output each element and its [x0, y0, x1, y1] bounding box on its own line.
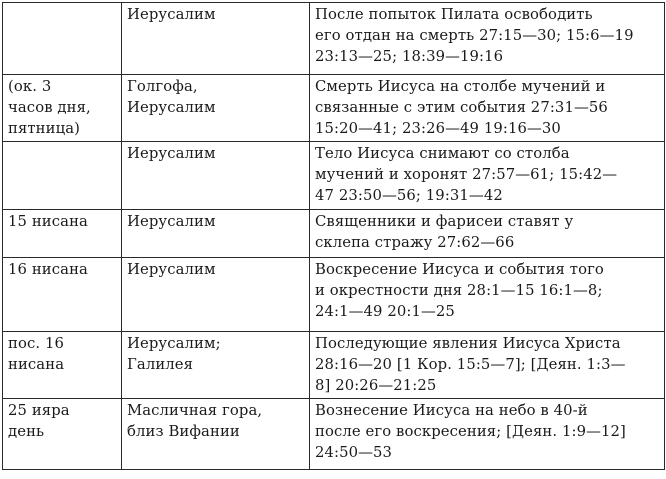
event-cell [310, 210, 665, 258]
event-line: 24:50—53 [315, 444, 393, 461]
place-line: Иерусалим [127, 261, 216, 278]
event-line: Смерть Иисуса на столбе мучений и [315, 78, 606, 95]
event-line: после его воскресения; [Деян. 1:9—12] [315, 423, 626, 440]
event-line: Тело Иисуса снимают со столба [315, 145, 570, 162]
date-line: часов дня, [8, 99, 91, 116]
date-cell [3, 75, 122, 142]
date-cell [3, 399, 122, 470]
event-cell [310, 3, 665, 75]
event-line: Воскресение Иисуса и события того [315, 261, 604, 278]
date-cell [3, 210, 122, 258]
event-line: 15:20—41; 23:26—49 19:16—30 [315, 120, 561, 137]
table-row [3, 75, 665, 142]
place-cell [122, 399, 310, 470]
event-cell [310, 75, 665, 142]
event-line: его отдан на смерть 27:15—30; 15:6—19 [315, 27, 634, 44]
place-line: Иерусалим [127, 6, 216, 23]
place-cell [122, 75, 310, 142]
date-line: пятница) [8, 120, 81, 137]
event-line: 28:16—20 [1 Кор. 15:5—7]; [Деян. 1:3— [315, 356, 626, 373]
place-line: Иерусалим [127, 99, 216, 116]
date-cell [3, 3, 122, 75]
table-row [3, 3, 665, 75]
date-line: пос. 16 [8, 335, 64, 352]
event-line: После попыток Пилата освободить [315, 6, 593, 23]
place-line: Голгофа, [127, 78, 198, 95]
place-line: Масличная гора, [127, 402, 263, 419]
event-line: 47 23:50—56; 19:31—42 [315, 187, 503, 204]
place-line: близ Вифании [127, 423, 240, 440]
date-cell [3, 258, 122, 332]
event-line: 24:1—49 20:1—25 [315, 303, 455, 320]
place-line: Иерусалим [127, 213, 216, 230]
place-cell [122, 332, 310, 399]
event-line: Последующие явления Иисуса Христа [315, 335, 621, 352]
event-line: склепа стражу 27:62—66 [315, 234, 515, 251]
place-cell [122, 210, 310, 258]
place-cell [122, 258, 310, 332]
events-table [2, 2, 665, 470]
date-cell [3, 142, 122, 210]
event-line: 8] 20:26—21:25 [315, 377, 437, 394]
event-cell [310, 399, 665, 470]
place-line: Галилея [127, 356, 194, 373]
date-line: 15 нисана [8, 213, 88, 230]
place-line: Иерусалим; [127, 335, 221, 352]
date-line: нисана [8, 356, 65, 373]
place-cell [122, 142, 310, 210]
event-cell [310, 258, 665, 332]
event-line: Вознесение Иисуса на небо в 40-й [315, 402, 588, 419]
event-line: и окрестности дня 28:1—15 16:1—8; [315, 282, 603, 299]
event-line: мучений и хоронят 27:57—61; 15:42— [315, 166, 618, 183]
table-row [3, 258, 665, 332]
table-row [3, 399, 665, 470]
event-line: 23:13—25; 18:39—19:16 [315, 48, 504, 65]
table-row [3, 142, 665, 210]
date-cell [3, 332, 122, 399]
date-line: (ок. 3 [8, 78, 52, 95]
event-cell [310, 332, 665, 399]
event-line: Священники и фарисеи ставят у [315, 213, 574, 230]
event-cell [310, 142, 665, 210]
date-line: 16 нисана [8, 261, 88, 278]
date-line: день [8, 423, 45, 440]
place-cell [122, 3, 310, 75]
place-line: Иерусалим [127, 145, 216, 162]
table-row [3, 210, 665, 258]
table-row [3, 332, 665, 399]
date-line: 25 ияра [8, 402, 70, 419]
event-line: связанные с этим события 27:31—56 [315, 99, 608, 116]
